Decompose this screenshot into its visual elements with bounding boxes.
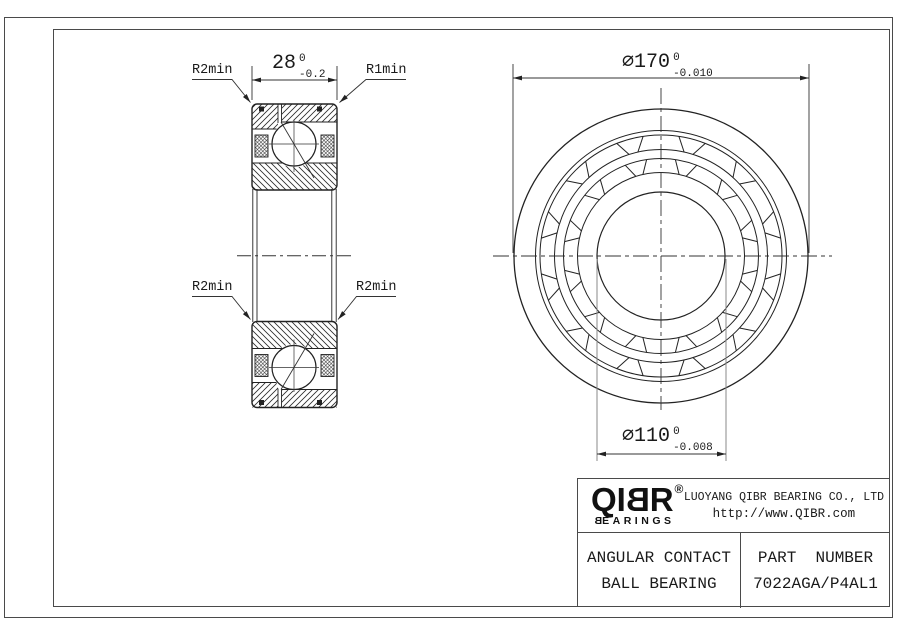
company-info: [684, 479, 890, 532]
title-block-detail-row: [578, 533, 890, 608]
cage-section-left: [255, 135, 268, 157]
tolerance-upper: 0: [299, 53, 306, 65]
seal-notch-icon: [259, 400, 264, 405]
qibr-logo-text: QIBR: [591, 481, 674, 518]
dim-tolerance: [673, 426, 713, 454]
product-type-cell: [578, 533, 741, 608]
company-name: LUOYANG QIBR BEARING CO., LTD: [683, 490, 884, 504]
dim-value: 110: [634, 425, 671, 448]
title-block: [577, 478, 890, 607]
diameter-symbol: ∅: [622, 425, 635, 448]
dim-value: 170: [634, 51, 671, 74]
tolerance-upper: 0: [673, 52, 680, 64]
tolerance-lower: -0.008: [673, 442, 713, 454]
cage-section-right: [321, 355, 334, 377]
title-block-header-row: [578, 479, 890, 533]
radius-label-top-left: R2min: [192, 63, 233, 78]
tolerance-lower: -0.2: [299, 69, 326, 81]
cage-section-left: [255, 355, 268, 377]
part-number-value: 7022AGA/P4AL1: [753, 574, 878, 593]
cage-section-right: [321, 135, 334, 157]
tolerance-lower: -0.010: [673, 68, 713, 80]
outer-ring-slit: [278, 104, 282, 123]
section-view: [192, 66, 406, 410]
dim-value: 28: [272, 52, 297, 75]
company-logo: [578, 479, 684, 532]
dim-tolerance: [673, 52, 713, 80]
radius-label-top-right: R1min: [366, 63, 407, 78]
bore-diameter-text: [622, 426, 713, 454]
dim-tolerance: [299, 53, 325, 81]
qibr-logo-sub: BEARINGS: [591, 515, 675, 528]
seal-notch-icon: [317, 400, 322, 405]
diameter-symbol: ∅: [622, 51, 635, 74]
part-number-label: PART NUMBER: [757, 548, 874, 567]
radius-label-bottom-left: R2min: [192, 280, 233, 295]
company-website: http://www.QIBR.com: [712, 506, 856, 521]
seal-notch-icon: [317, 107, 322, 112]
registered-trademark-icon: ®: [674, 482, 684, 496]
product-line-2: BALL BEARING: [601, 574, 717, 593]
front-view: [493, 64, 832, 461]
outer-diameter-text: [622, 52, 713, 80]
part-number-cell: [741, 533, 890, 608]
section-top-half: [250, 102, 339, 192]
seal-notch-icon: [259, 107, 264, 112]
tolerance-upper: 0: [673, 426, 680, 438]
radius-label-bottom-right: R2min: [356, 280, 397, 295]
section-bottom-half: [250, 320, 339, 411]
product-line-1: ANGULAR CONTACT: [586, 548, 732, 567]
outer-ring-slit: [278, 389, 282, 408]
width-dimension-text: [272, 53, 325, 81]
